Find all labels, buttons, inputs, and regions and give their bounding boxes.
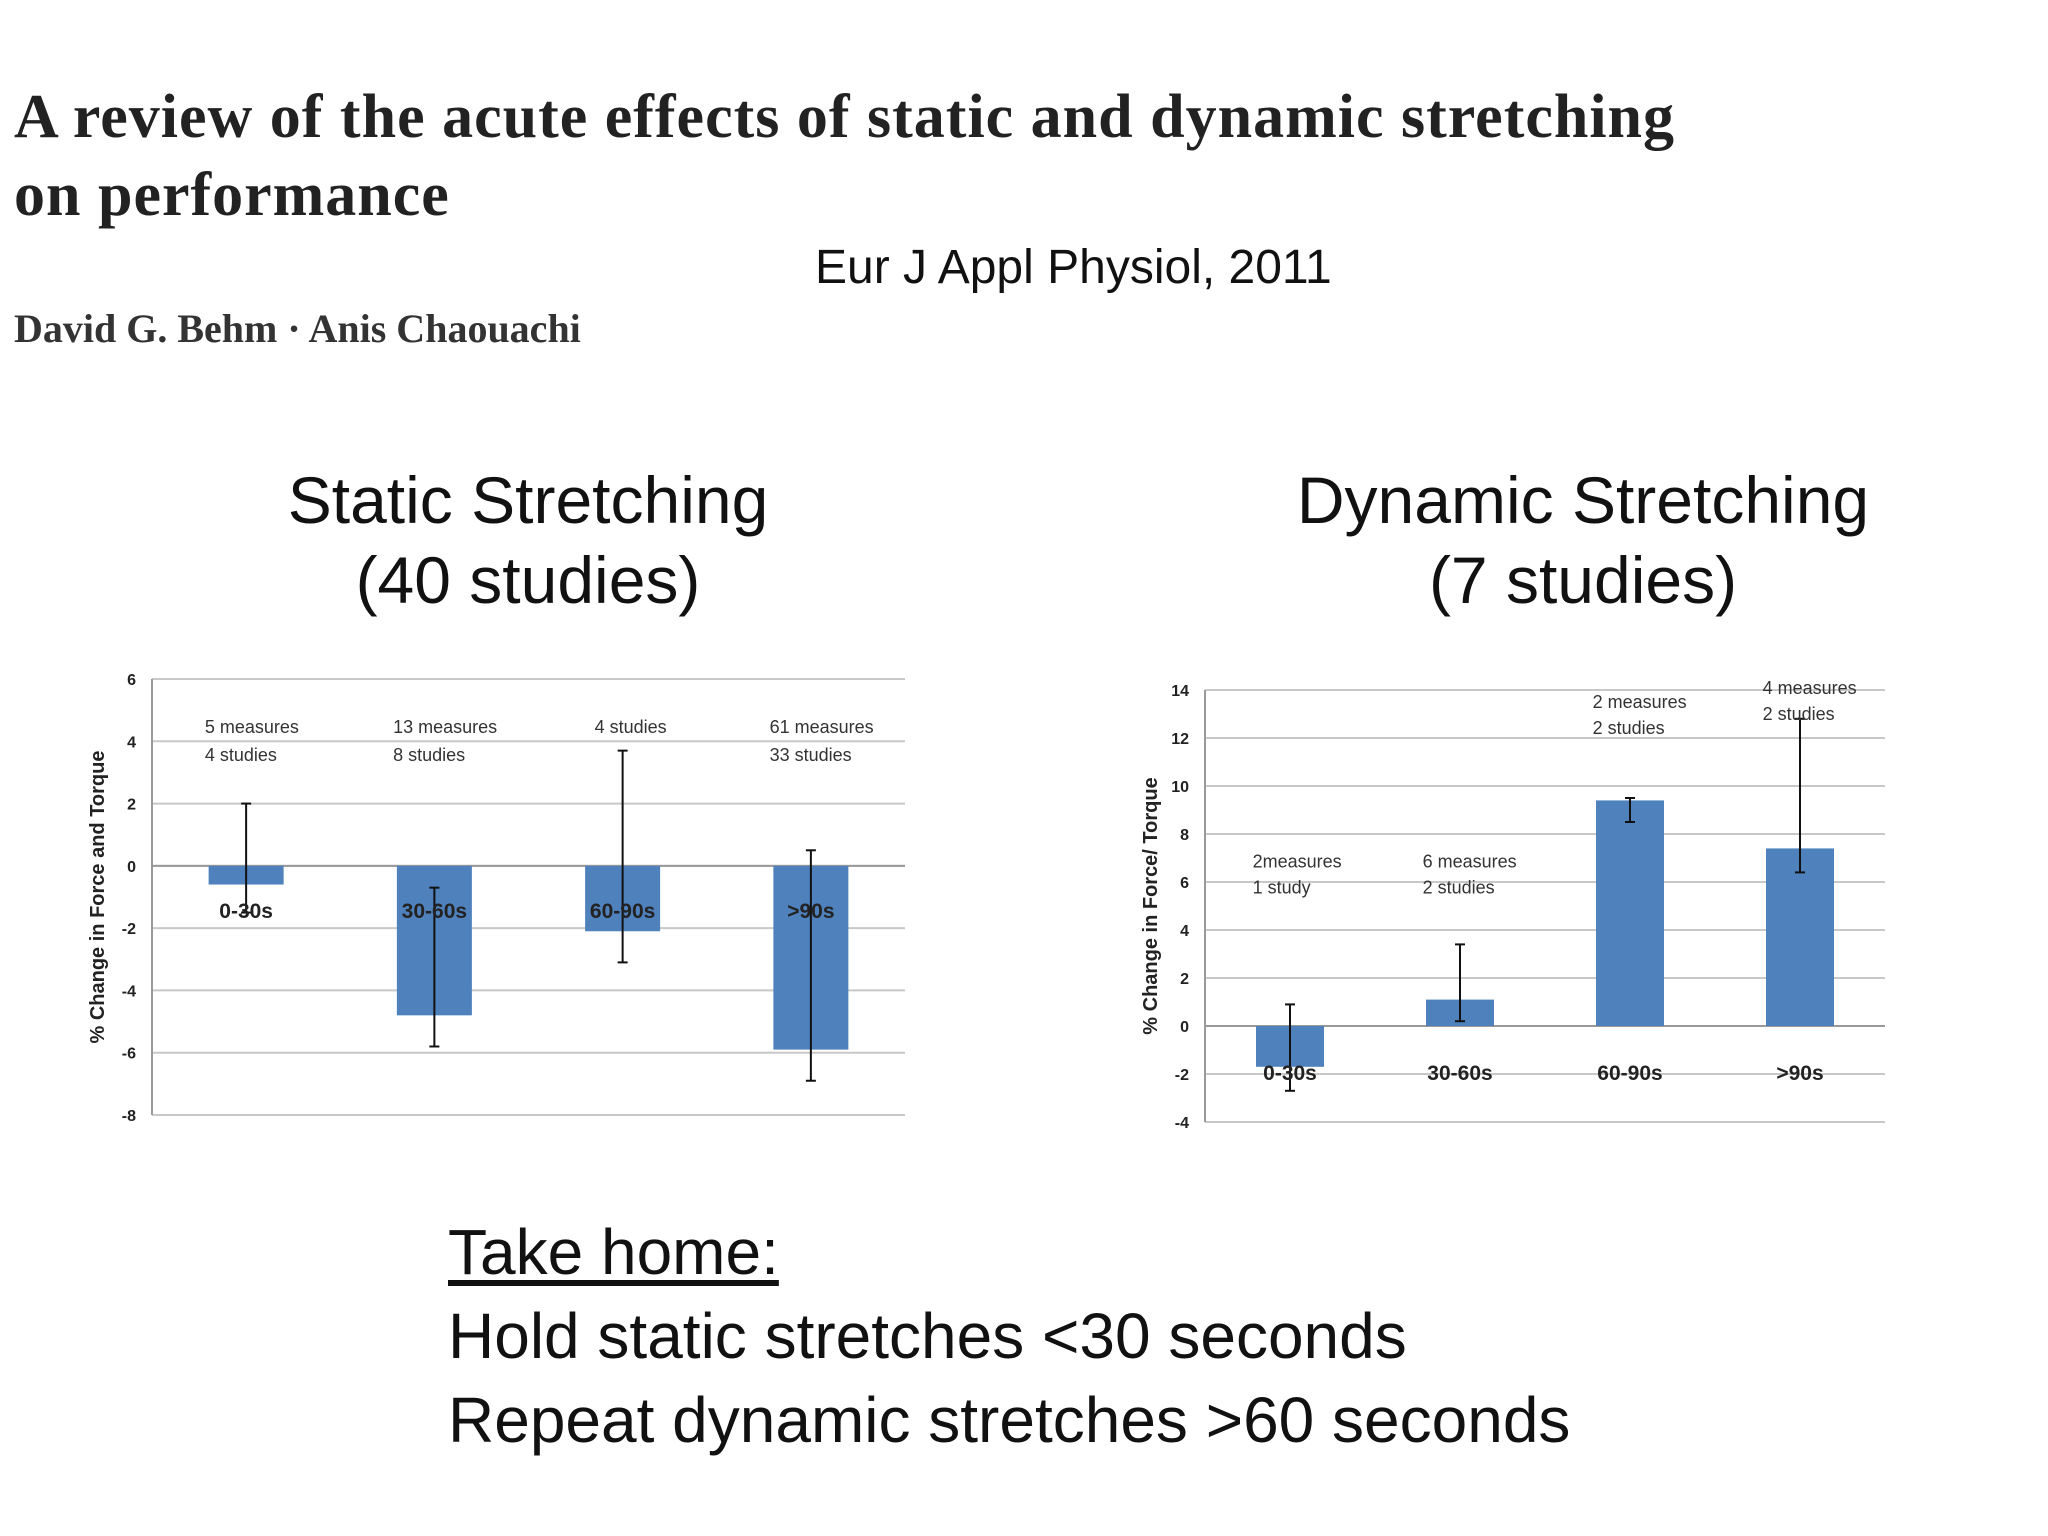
static-heading-line-1: Static Stretching	[287, 463, 769, 537]
bar-annotation: 2 studies	[1762, 704, 1835, 724]
static-stretching-chart	[70, 655, 920, 1135]
y-tick-label: 6	[1180, 875, 1189, 892]
y-tick-label: -4	[1174, 1115, 1189, 1132]
y-tick-label: 10	[1171, 779, 1189, 796]
y-tick-label: 12	[1171, 731, 1189, 748]
paper-title	[14, 78, 1914, 234]
journal-citation: Eur J Appl Physiol, 2011	[815, 241, 1332, 294]
category-label: 0-30s	[219, 899, 273, 923]
bar-annotation: 8 studies	[393, 745, 466, 765]
bar-annotation: 33 studies	[769, 745, 852, 765]
bar-annotation: 2 studies	[1422, 877, 1495, 898]
category-label: 60-90s	[589, 899, 656, 923]
category-label: 60-90s	[1597, 1062, 1663, 1085]
category-label: 30-60s	[1427, 1062, 1493, 1085]
dynamic-stretching-heading	[1203, 460, 1963, 620]
y-axis-label: % Change in Force/ Torque	[1140, 777, 1162, 1035]
static-heading-line-2: (40 studies)	[355, 543, 701, 617]
y-tick-label: 8	[1180, 827, 1189, 844]
y-axis-label: % Change in Force and Torque	[87, 750, 109, 1044]
paper-title-line-1: A review of the acute effects of static and dynamic stretching	[14, 83, 1676, 151]
y-tick-label: 6	[127, 672, 136, 689]
y-tick-label: -6	[121, 1045, 136, 1063]
dynamic-heading-line-1: Dynamic Stretching	[1296, 463, 1870, 537]
category-label: >90s	[787, 899, 835, 923]
bar-annotation: 4 measures	[1762, 678, 1857, 698]
bar-annotation: 5 measures	[204, 717, 299, 737]
bar	[1766, 848, 1834, 1026]
bar-annotation: 2 studies	[1592, 718, 1665, 738]
category-label: 30-60s	[401, 899, 468, 923]
y-tick-label: 14	[1171, 683, 1189, 700]
y-tick-label: -2	[121, 921, 136, 939]
bar-annotation: 1 study	[1252, 877, 1311, 898]
paper-authors: David G. Behm · Anis Chaouachi	[14, 306, 581, 351]
bar-annotation: 4 studies	[594, 717, 667, 737]
y-tick-label: 0	[127, 858, 136, 876]
y-tick-label: 0	[1180, 1019, 1189, 1036]
bar-annotation: 61 measures	[769, 717, 874, 737]
take-home-heading: Take home:	[448, 1216, 779, 1288]
bar-annotation: 2measures	[1252, 851, 1342, 872]
bar-annotation: 6 measures	[1422, 851, 1517, 872]
y-tick-label: 4	[1180, 923, 1189, 940]
bar	[1596, 800, 1664, 1026]
take-home-line-2: Repeat dynamic stretches >60 seconds	[448, 1384, 1571, 1456]
y-tick-label: -4	[121, 983, 136, 1001]
category-label: >90s	[1776, 1062, 1824, 1085]
y-tick-label: 2	[1180, 971, 1189, 988]
bar-annotation: 2 measures	[1592, 692, 1687, 712]
y-tick-label: 2	[127, 796, 136, 814]
y-tick-label: 4	[127, 734, 136, 752]
paper-title-line-2: on performance	[14, 161, 450, 229]
dynamic-stretching-chart	[1120, 670, 1920, 1150]
y-tick-label: -2	[1174, 1067, 1189, 1084]
bar-annotation: 13 measures	[393, 717, 498, 737]
category-label: 0-30s	[1263, 1062, 1317, 1085]
dynamic-heading-line-2: (7 studies)	[1428, 543, 1738, 617]
take-home-box	[448, 1210, 1570, 1462]
static-stretching-heading	[148, 460, 908, 620]
take-home-line-1: Hold static stretches <30 seconds	[448, 1300, 1407, 1372]
y-tick-label: -8	[121, 1108, 136, 1125]
bar-annotation: 4 studies	[204, 745, 277, 765]
